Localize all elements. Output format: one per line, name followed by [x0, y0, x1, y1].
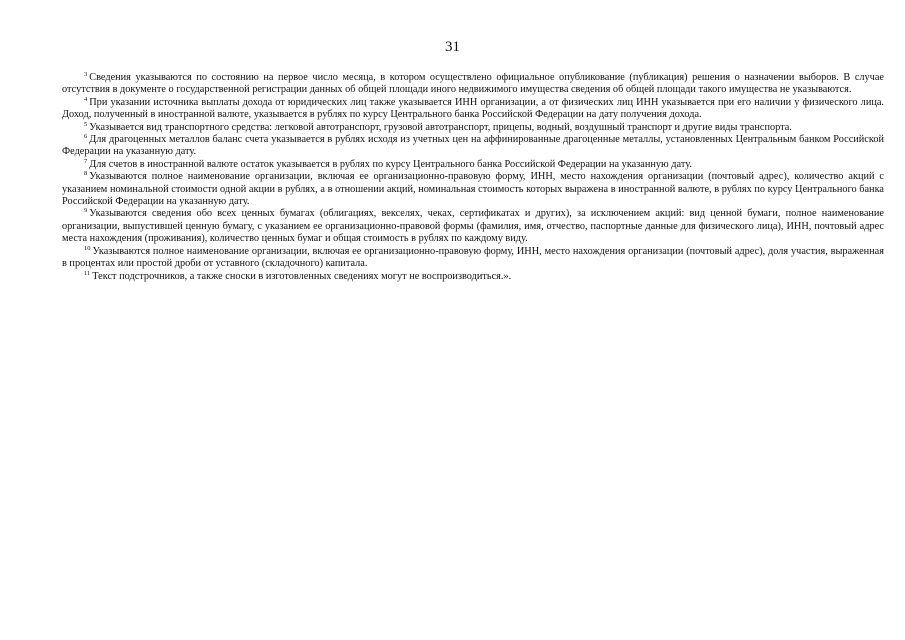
page-number: 31	[445, 39, 460, 55]
footnote-text: Сведения указываются по состоянию на первое число месяца, в котором осуществлено официальное опубликование (публикация) решения о назначении выборов. В случае отсутствия в документе о государственной регистрации данных об общей площади иного недвижимого имущества сведения об общей площади такого имущества не указываются.	[62, 72, 884, 96]
footnotes-section	[62, 72, 884, 283]
footnote-8	[62, 171, 884, 208]
footnote-3	[62, 72, 884, 97]
footnote-text: При указании источника выплаты дохода от юридических лиц также указывается ИНН организации, а от физических лиц ИНН указывается при его наличии у физического лица. Доход, полученный в иностранной валюте, указывается в рублях по курсу Центрального банка Российской Федерации на дату получения дохода.	[62, 96, 884, 121]
footnote-text: Указываются сведения обо всех ценных бумагах (облигациях, векселях, чеках, сертификатах и других), за исключением акций: вид ценной бумаги, полное наименование организации, выпустившей ценную бумагу, с указанием ее организационно-правовой формы (фамилия, имя, отчество, паспортные данные для физического лица), ИНН, почтовый адрес места нахождения (проживания), количество ценных бумаг и общая стоимость в рублях по каждому виду.	[62, 208, 884, 245]
footnote-marker: 10	[84, 244, 91, 252]
footnote-text: Указывается вид транспортного средства: легковой автотранспорт, грузовой автотранспорт, прицепы, водный, воздушный транспорт и другие виды транспорта.	[89, 121, 792, 133]
footnote-text: Для счетов в иностранной валюте остаток указывается в рублях по курсу Центрального банка Российской Федерации на указанную дату.	[89, 158, 692, 170]
footnote-text: Указываются полное наименование организации, включая ее организационно-правовую форму, ИНН, место нахождения организации (почтовый адрес), количество акций с указанием номинальной стоимости одной акции в рублях, а в отношении акций, номинальная стоимость которых выражена в иностранной валюте, в рублях по курсу Центрального банка Российской Федерации на указанную дату.	[62, 171, 884, 208]
footnote-6	[62, 134, 884, 159]
footnote-marker: 8	[84, 170, 88, 178]
footnote-marker: 5	[84, 120, 88, 128]
footnote-4	[62, 97, 884, 122]
footnote-marker: 11	[84, 269, 91, 277]
footnote-marker: 9	[84, 207, 88, 215]
footnote-5	[62, 122, 884, 134]
footnote-7	[62, 159, 884, 171]
footnote-marker: 4	[84, 95, 88, 103]
footnote-10	[62, 246, 884, 271]
footnote-marker: 6	[84, 133, 88, 141]
footnote-11	[62, 271, 884, 283]
footnote-text: Для драгоценных металлов баланс счета указывается в рублях исходя из учетных цен на аффинированные драгоценные металлы, установленных Центральным банком Российской Федерации на указанную дату.	[62, 134, 884, 158]
footnote-text: Указываются полное наименование организации, включая ее организационно-правовую форму, ИНН, место нахождения организации (почтовый адрес), доля участия, выраженная в процентах или простой дроби от уставного (складочного) капитала.	[62, 245, 884, 270]
footnote-9	[62, 208, 884, 245]
footnote-marker: 3	[84, 71, 88, 78]
footnote-text: Текст подстрочников, а также сноски в изготовленных сведениях могут не воспроизводиться.».	[92, 270, 512, 282]
footnote-marker: 7	[84, 157, 88, 165]
